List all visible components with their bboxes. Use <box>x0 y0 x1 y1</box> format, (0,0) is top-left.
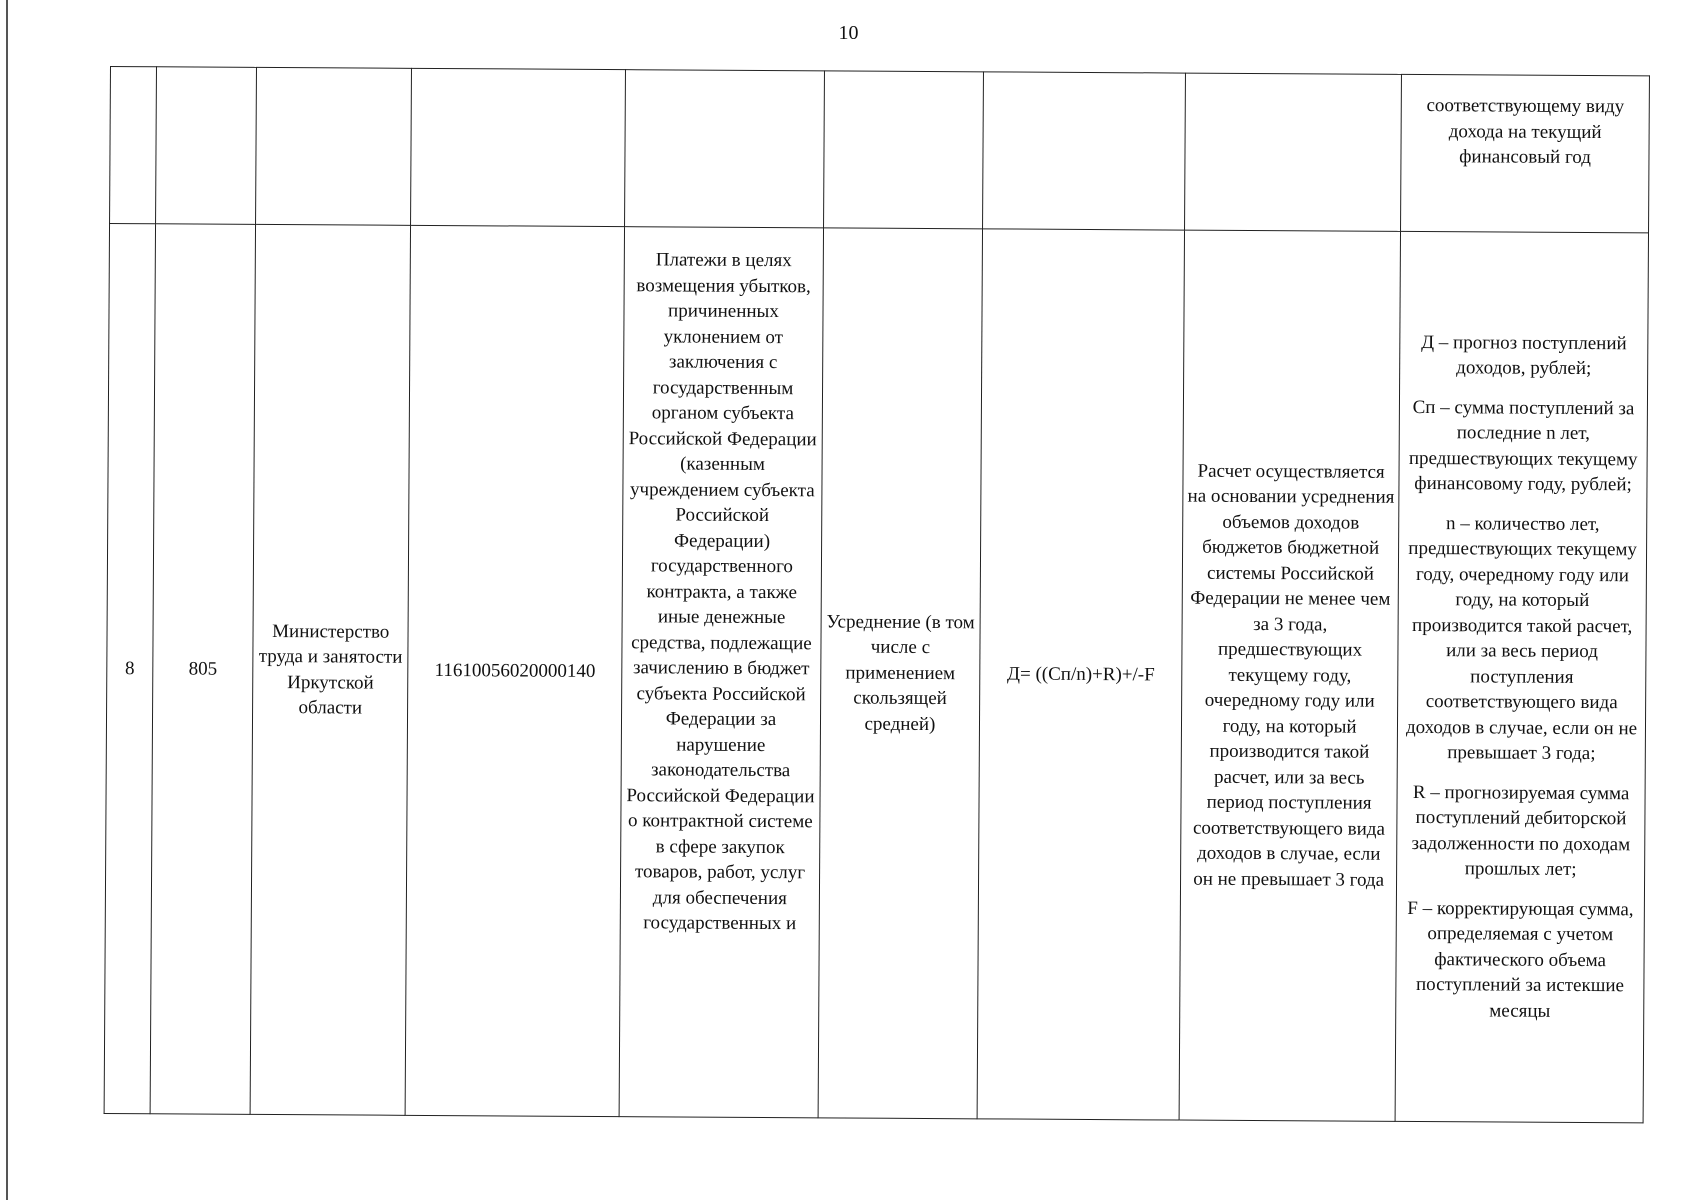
page-number: 10 <box>838 22 859 44</box>
cell-algorithm: Расчет осуществляется на основании усреднения объемов доходов бюджетов бюджетной системы Российской Федерации не менее чем за 3 года, предшествующих текущему году, очередному году или году, на который производится такой расчет, или за весь период поступления соответствующего вида доходов в случае, если он не превышает 3 года <box>1179 230 1401 1121</box>
legend-item-d: Д – прогноз поступлений доходов, рублей; <box>1421 331 1627 380</box>
cell-empty <box>256 67 412 225</box>
table-row-continuation <box>110 67 1650 233</box>
cell-administrator: Министерство труда и занятости Иркутской области <box>250 224 410 1115</box>
cell-formula: Д= ((Сп/n)+R)+/-F <box>977 229 1184 1120</box>
cell-legend <box>1395 231 1648 1122</box>
legend-item-f: F – корректирующая сумма, определяемая с учетом фактического объема поступлений за истекшие месяцы <box>1407 897 1634 1022</box>
cell-empty <box>155 67 256 225</box>
income-forecast-table <box>104 66 1650 1123</box>
cell-income-name <box>619 227 823 1118</box>
cell-method: Усреднение (в том числе с применением скользящей средней) <box>818 228 983 1119</box>
cell-empty <box>823 71 983 229</box>
legend-item-n: n – количество лет, предшествующих текущему году, очередному году или году, на который производится такой расчет, или за весь период поступления соответствующего вида доходов в случае, если он не превышает 3 года; <box>1405 512 1638 765</box>
cell-row-number: 8 <box>104 224 155 1114</box>
scan-edge-line <box>6 0 8 1200</box>
cell-empty <box>625 70 825 228</box>
cell-empty <box>1185 73 1402 231</box>
cell-empty <box>411 68 626 226</box>
table-row <box>104 224 1648 1123</box>
cell-empty <box>110 67 157 224</box>
income-name-text: Платежи в целях возмещения убытков, причиненных уклонением от заключения с государственным органом субъекта Российской Федерации (казенным учреждением субъекта Российской Федерации) государственного контракта, а также иные денежные средства, подлежащие зачислению в бюджет субъекта Российской Федерации за нарушение законодательства Российской Федерации о контрактной системе в сфере закупок товаров, работ, услуг для обеспечения государственных и <box>626 249 817 935</box>
cell-kbk: 11610056020000140 <box>405 225 624 1116</box>
legend-item-sp: Сп – сумма поступлений за последние n лет, предшествующих текущему финансовому году, рублей; <box>1408 396 1638 496</box>
cell-admin-code: 805 <box>150 224 256 1115</box>
cell-legend-continuation: соответствующему виду дохода на текущий финансовый год <box>1401 74 1650 233</box>
cell-empty <box>983 72 1186 230</box>
legend-item-r: R – прогнозируемая сумма поступлений дебиторской задолженности по доходам прошлых лет; <box>1411 781 1631 881</box>
